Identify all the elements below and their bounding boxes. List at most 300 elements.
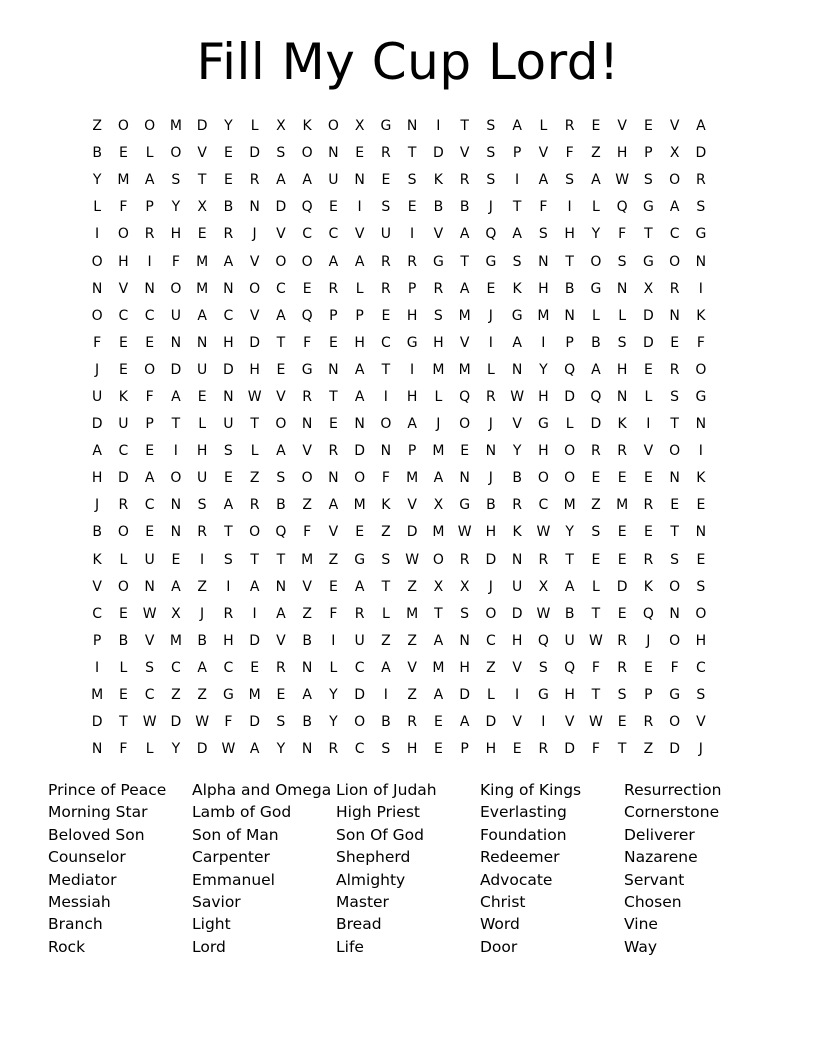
grid-letter[interactable]: R <box>486 388 496 405</box>
grid-letter[interactable]: T <box>329 388 338 405</box>
grid-letter[interactable]: O <box>432 551 444 568</box>
grid-letter[interactable]: M <box>301 551 314 568</box>
grid-letter[interactable]: V <box>276 226 286 243</box>
grid-letter[interactable]: A <box>433 632 444 649</box>
grid-letter[interactable]: Z <box>643 741 654 758</box>
grid-letter[interactable]: H <box>406 388 418 405</box>
grid-letter[interactable]: F <box>565 145 574 162</box>
grid-letter[interactable]: N <box>616 388 628 405</box>
grid-letter[interactable]: O <box>117 226 129 243</box>
grid-letter[interactable]: W <box>405 551 420 568</box>
grid-letter[interactable]: A <box>407 416 417 433</box>
grid-letter[interactable]: O <box>669 714 681 731</box>
grid-letter[interactable]: I <box>95 659 100 676</box>
grid-letter[interactable]: Q <box>590 388 602 405</box>
grid-letter[interactable]: P <box>407 280 417 297</box>
grid-letter[interactable]: T <box>434 605 443 622</box>
grid-letter[interactable]: C <box>485 632 496 649</box>
grid-letter[interactable]: S <box>276 145 286 162</box>
grid-letter[interactable]: Z <box>171 687 181 704</box>
grid-letter[interactable]: P <box>145 199 154 216</box>
grid-letter[interactable]: P <box>145 416 154 433</box>
grid-letter[interactable]: L <box>486 361 495 378</box>
grid-letter[interactable]: O <box>354 714 366 731</box>
grid-letter[interactable]: A <box>354 253 365 270</box>
grid-letter[interactable]: I <box>646 416 651 433</box>
grid-letter[interactable]: N <box>511 551 523 568</box>
grid-letter[interactable]: Y <box>329 687 338 704</box>
grid-letter[interactable]: E <box>223 145 233 162</box>
grid-letter[interactable]: G <box>669 687 681 704</box>
grid-letter[interactable]: L <box>198 416 207 433</box>
grid-letter[interactable]: Z <box>92 118 102 135</box>
grid-letter[interactable]: Q <box>564 361 576 378</box>
grid-letter[interactable]: I <box>488 334 493 351</box>
grid-letter[interactable]: A <box>92 443 102 460</box>
grid-letter[interactable]: C <box>380 334 391 351</box>
grid-letter[interactable]: F <box>93 334 102 351</box>
grid-letter[interactable]: M <box>432 443 445 460</box>
grid-letter[interactable]: N <box>538 253 549 270</box>
grid-letter[interactable]: A <box>276 443 286 460</box>
grid-letter[interactable]: R <box>381 253 391 270</box>
grid-letter[interactable]: G <box>222 687 234 704</box>
grid-letter[interactable]: C <box>669 226 680 243</box>
grid-letter[interactable]: R <box>407 253 417 270</box>
grid-letter[interactable]: A <box>197 659 207 676</box>
grid-letter[interactable]: I <box>541 334 546 351</box>
grid-letter[interactable]: H <box>196 443 208 460</box>
grid-letter[interactable]: U <box>380 226 391 243</box>
grid-letter[interactable]: N <box>275 578 287 595</box>
grid-letter[interactable]: A <box>459 714 470 731</box>
grid-letter[interactable]: F <box>303 334 312 351</box>
grid-letter[interactable]: M <box>196 280 209 297</box>
grid-letter[interactable]: S <box>565 172 575 189</box>
grid-letter[interactable]: L <box>119 659 128 676</box>
grid-letter[interactable]: R <box>354 605 365 622</box>
grid-letter[interactable]: O <box>537 470 549 487</box>
grid-letter[interactable]: I <box>410 361 415 378</box>
grid-letter[interactable]: F <box>303 524 312 541</box>
grid-letter[interactable]: N <box>91 741 103 758</box>
grid-letter[interactable]: B <box>381 714 391 731</box>
grid-letter[interactable]: C <box>144 497 155 514</box>
grid-letter[interactable]: V <box>249 253 260 270</box>
grid-letter[interactable]: B <box>433 199 444 216</box>
grid-letter[interactable]: E <box>197 388 207 405</box>
grid-letter[interactable]: L <box>565 416 574 433</box>
grid-letter[interactable]: O <box>301 145 313 162</box>
grid-letter[interactable]: E <box>328 199 338 216</box>
grid-letter[interactable]: E <box>643 361 653 378</box>
grid-letter[interactable]: N <box>380 443 392 460</box>
grid-letter[interactable]: Z <box>197 687 207 704</box>
grid-letter[interactable]: A <box>669 199 680 216</box>
grid-letter[interactable]: D <box>249 714 261 731</box>
grid-letter[interactable]: V <box>538 145 549 162</box>
grid-letter[interactable]: K <box>696 307 706 324</box>
grid-letter[interactable]: H <box>485 524 497 541</box>
grid-letter[interactable]: R <box>643 714 654 731</box>
grid-letter[interactable]: K <box>643 578 653 595</box>
grid-letter[interactable]: R <box>617 443 627 460</box>
grid-letter[interactable]: R <box>302 388 312 405</box>
grid-letter[interactable]: I <box>173 443 178 460</box>
grid-letter[interactable]: E <box>328 578 338 595</box>
grid-letter[interactable]: S <box>486 172 496 189</box>
grid-letter[interactable]: R <box>538 551 549 568</box>
grid-letter[interactable]: P <box>644 145 653 162</box>
grid-letter[interactable]: X <box>643 280 654 297</box>
grid-letter[interactable]: Z <box>407 632 417 649</box>
grid-letter[interactable]: L <box>355 280 364 297</box>
grid-letter[interactable]: E <box>617 470 627 487</box>
grid-letter[interactable]: Z <box>197 578 207 595</box>
grid-letter[interactable]: E <box>381 172 391 189</box>
grid-letter[interactable]: R <box>617 659 627 676</box>
grid-letter[interactable]: J <box>488 578 493 595</box>
grid-letter[interactable]: O <box>91 253 103 270</box>
grid-letter[interactable]: N <box>223 280 234 297</box>
grid-letter[interactable]: Z <box>591 145 601 162</box>
grid-letter[interactable]: N <box>459 470 470 487</box>
grid-letter[interactable]: H <box>433 334 444 351</box>
grid-letter[interactable]: I <box>541 714 546 731</box>
grid-letter[interactable]: D <box>695 145 707 162</box>
grid-letter[interactable]: N <box>695 253 707 270</box>
grid-letter[interactable]: W <box>510 388 525 405</box>
grid-letter[interactable]: D <box>564 388 576 405</box>
grid-letter[interactable]: V <box>564 714 575 731</box>
grid-letter[interactable]: M <box>432 659 445 676</box>
grid-letter[interactable]: N <box>669 470 680 487</box>
grid-letter[interactable]: M <box>458 361 471 378</box>
grid-letter[interactable]: N <box>223 388 234 405</box>
grid-letter[interactable]: S <box>617 334 627 351</box>
grid-letter[interactable]: W <box>221 741 236 758</box>
grid-letter[interactable]: E <box>433 714 443 731</box>
grid-letter[interactable]: A <box>512 118 522 135</box>
grid-letter[interactable]: S <box>591 524 601 541</box>
grid-letter[interactable]: O <box>669 578 681 595</box>
grid-letter[interactable]: S <box>276 470 286 487</box>
grid-letter[interactable]: I <box>357 199 362 216</box>
grid-letter[interactable]: E <box>276 687 286 704</box>
grid-letter[interactable]: L <box>434 388 443 405</box>
grid-letter[interactable]: C <box>144 687 155 704</box>
grid-letter[interactable]: F <box>670 659 679 676</box>
grid-letter[interactable]: E <box>643 470 653 487</box>
grid-letter[interactable]: G <box>406 334 418 351</box>
grid-letter[interactable]: D <box>642 307 654 324</box>
grid-letter[interactable]: Q <box>564 659 576 676</box>
grid-letter[interactable]: L <box>329 659 338 676</box>
grid-letter[interactable]: H <box>118 253 129 270</box>
grid-letter[interactable]: H <box>249 361 260 378</box>
grid-letter[interactable]: J <box>200 605 205 622</box>
grid-letter[interactable]: L <box>145 741 154 758</box>
grid-letter[interactable]: U <box>92 388 103 405</box>
grid-letter[interactable]: U <box>197 470 208 487</box>
grid-letter[interactable]: E <box>643 118 653 135</box>
grid-letter[interactable]: K <box>512 280 522 297</box>
grid-letter[interactable]: S <box>538 226 548 243</box>
grid-letter[interactable]: R <box>249 497 260 514</box>
grid-letter[interactable]: O <box>485 605 497 622</box>
grid-letter[interactable]: S <box>670 388 680 405</box>
grid-letter[interactable]: A <box>144 470 155 487</box>
grid-letter[interactable]: R <box>433 280 444 297</box>
grid-letter[interactable]: T <box>381 578 391 595</box>
grid-letter[interactable]: T <box>670 416 679 433</box>
grid-letter[interactable]: K <box>512 524 522 541</box>
grid-letter[interactable]: T <box>250 416 259 433</box>
grid-letter[interactable]: H <box>564 226 575 243</box>
grid-letter[interactable]: V <box>276 632 286 649</box>
grid-letter[interactable]: M <box>406 470 419 487</box>
grid-letter[interactable]: L <box>644 388 653 405</box>
grid-letter[interactable]: H <box>223 632 234 649</box>
grid-letter[interactable]: O <box>564 443 576 460</box>
grid-letter[interactable]: B <box>118 632 129 649</box>
grid-letter[interactable]: E <box>145 443 155 460</box>
grid-letter[interactable]: E <box>118 334 128 351</box>
grid-letter[interactable]: S <box>643 172 653 189</box>
grid-letter[interactable]: F <box>696 334 705 351</box>
grid-letter[interactable]: S <box>696 687 706 704</box>
grid-letter[interactable]: O <box>144 118 156 135</box>
grid-letter[interactable]: V <box>354 226 365 243</box>
grid-letter[interactable]: P <box>407 443 417 460</box>
grid-letter[interactable]: J <box>95 361 100 378</box>
grid-letter[interactable]: C <box>354 659 365 676</box>
grid-letter[interactable]: A <box>223 253 234 270</box>
grid-letter[interactable]: I <box>383 687 388 704</box>
grid-letter[interactable]: G <box>301 361 313 378</box>
grid-letter[interactable]: S <box>381 199 391 216</box>
grid-letter[interactable]: X <box>433 497 444 514</box>
grid-letter[interactable]: I <box>436 118 441 135</box>
grid-letter[interactable]: N <box>564 307 575 324</box>
grid-letter[interactable]: T <box>250 551 259 568</box>
grid-letter[interactable]: W <box>195 714 210 731</box>
grid-letter[interactable]: I <box>147 253 152 270</box>
grid-letter[interactable]: G <box>642 199 654 216</box>
grid-letter[interactable]: E <box>460 443 470 460</box>
grid-letter[interactable]: H <box>406 741 418 758</box>
grid-letter[interactable]: I <box>226 578 231 595</box>
grid-letter[interactable]: B <box>512 470 522 487</box>
grid-letter[interactable]: L <box>486 687 495 704</box>
grid-letter[interactable]: Z <box>328 551 339 568</box>
grid-letter[interactable]: V <box>669 118 680 135</box>
grid-letter[interactable]: V <box>459 145 470 162</box>
grid-letter[interactable]: M <box>248 687 261 704</box>
grid-letter[interactable]: J <box>436 416 441 433</box>
grid-letter[interactable]: Y <box>512 443 522 460</box>
grid-letter[interactable]: N <box>301 741 313 758</box>
grid-letter[interactable]: U <box>354 632 365 649</box>
grid-letter[interactable]: L <box>539 118 548 135</box>
grid-letter[interactable]: W <box>536 524 551 541</box>
grid-letter[interactable]: N <box>249 199 260 216</box>
grid-letter[interactable]: Q <box>616 199 628 216</box>
grid-letter[interactable]: I <box>698 443 703 460</box>
grid-letter[interactable]: X <box>276 118 286 135</box>
grid-letter[interactable]: J <box>488 416 493 433</box>
grid-letter[interactable]: E <box>197 226 207 243</box>
grid-letter[interactable]: M <box>406 605 419 622</box>
grid-letter[interactable]: R <box>381 145 391 162</box>
grid-letter[interactable]: R <box>249 172 260 189</box>
grid-letter[interactable]: W <box>588 714 603 731</box>
grid-letter[interactable]: P <box>512 145 522 162</box>
grid-letter[interactable]: N <box>669 307 680 324</box>
grid-letter[interactable]: E <box>591 551 601 568</box>
grid-letter[interactable]: B <box>459 199 470 216</box>
grid-letter[interactable]: O <box>275 253 287 270</box>
grid-letter[interactable]: E <box>118 687 128 704</box>
grid-letter[interactable]: O <box>459 416 471 433</box>
grid-letter[interactable]: S <box>512 253 522 270</box>
grid-letter[interactable]: I <box>410 226 415 243</box>
grid-letter[interactable]: R <box>669 280 680 297</box>
grid-letter[interactable]: N <box>695 416 707 433</box>
grid-letter[interactable]: E <box>696 551 706 568</box>
grid-letter[interactable]: J <box>488 470 493 487</box>
grid-letter[interactable]: Z <box>486 659 496 676</box>
grid-letter[interactable]: F <box>591 659 600 676</box>
grid-letter[interactable]: E <box>223 172 233 189</box>
grid-letter[interactable]: N <box>459 632 470 649</box>
grid-letter[interactable]: W <box>247 388 262 405</box>
grid-letter[interactable]: I <box>331 632 336 649</box>
grid-letter[interactable]: Q <box>485 226 497 243</box>
grid-letter[interactable]: F <box>539 199 548 216</box>
grid-letter[interactable]: V <box>407 497 417 514</box>
grid-letter[interactable]: A <box>354 388 365 405</box>
grid-letter[interactable]: P <box>644 687 653 704</box>
grid-letter[interactable]: M <box>563 497 576 514</box>
grid-letter[interactable]: O <box>669 632 681 649</box>
grid-letter[interactable]: E <box>617 551 627 568</box>
grid-letter[interactable]: Z <box>381 632 391 649</box>
grid-letter[interactable]: R <box>591 443 601 460</box>
grid-letter[interactable]: T <box>670 524 679 541</box>
grid-letter[interactable]: Y <box>92 172 102 189</box>
grid-letter[interactable]: Q <box>301 199 313 216</box>
grid-letter[interactable]: T <box>276 551 286 568</box>
grid-letter[interactable]: O <box>301 470 313 487</box>
grid-letter[interactable]: S <box>223 443 233 460</box>
grid-letter[interactable]: R <box>669 361 680 378</box>
grid-letter[interactable]: B <box>92 145 102 162</box>
grid-letter[interactable]: N <box>354 172 365 189</box>
grid-letter[interactable]: U <box>223 416 234 433</box>
grid-letter[interactable]: O <box>249 524 261 541</box>
grid-letter[interactable]: O <box>275 416 287 433</box>
grid-letter[interactable]: E <box>617 524 627 541</box>
grid-letter[interactable]: W <box>615 172 630 189</box>
grid-letter[interactable]: R <box>538 741 549 758</box>
grid-letter[interactable]: D <box>590 416 602 433</box>
grid-letter[interactable]: T <box>617 741 627 758</box>
grid-letter[interactable]: R <box>328 280 339 297</box>
grid-letter[interactable]: K <box>617 416 627 433</box>
grid-letter[interactable]: Y <box>276 741 286 758</box>
grid-letter[interactable]: M <box>616 497 629 514</box>
grid-letter[interactable]: N <box>695 524 707 541</box>
grid-letter[interactable]: S <box>486 145 496 162</box>
grid-letter[interactable]: I <box>515 172 520 189</box>
grid-letter[interactable]: M <box>117 172 130 189</box>
grid-letter[interactable]: V <box>144 632 155 649</box>
grid-letter[interactable]: T <box>276 334 286 351</box>
grid-letter[interactable]: E <box>433 741 443 758</box>
grid-letter[interactable]: D <box>249 334 261 351</box>
grid-letter[interactable]: L <box>119 551 128 568</box>
grid-letter[interactable]: A <box>328 497 339 514</box>
grid-letter[interactable]: R <box>144 226 155 243</box>
grid-letter[interactable]: F <box>591 741 600 758</box>
grid-letter[interactable]: W <box>142 714 157 731</box>
grid-letter[interactable]: L <box>93 199 102 216</box>
grid-letter[interactable]: C <box>118 307 129 324</box>
grid-letter[interactable]: C <box>354 741 365 758</box>
grid-letter[interactable]: R <box>118 497 129 514</box>
grid-letter[interactable]: Q <box>301 307 313 324</box>
grid-letter[interactable]: B <box>276 497 286 514</box>
grid-letter[interactable]: O <box>91 307 103 324</box>
grid-letter[interactable]: O <box>669 172 681 189</box>
grid-letter[interactable]: A <box>276 172 286 189</box>
grid-letter[interactable]: N <box>328 145 339 162</box>
grid-letter[interactable]: X <box>197 199 207 216</box>
grid-letter[interactable]: E <box>118 145 128 162</box>
grid-letter[interactable]: D <box>511 605 523 622</box>
grid-letter[interactable]: H <box>616 361 628 378</box>
grid-letter[interactable]: T <box>197 172 207 189</box>
grid-letter[interactable]: N <box>511 361 523 378</box>
grid-letter[interactable]: Q <box>537 632 549 649</box>
grid-letter[interactable]: O <box>301 253 313 270</box>
grid-letter[interactable]: O <box>564 470 576 487</box>
grid-letter[interactable]: D <box>669 741 681 758</box>
grid-letter[interactable]: V <box>249 307 260 324</box>
grid-letter[interactable]: A <box>328 253 339 270</box>
grid-letter[interactable]: H <box>170 226 182 243</box>
grid-letter[interactable]: L <box>591 578 600 595</box>
grid-letter[interactable]: B <box>564 605 575 622</box>
grid-letter[interactable]: H <box>511 632 523 649</box>
grid-letter[interactable]: A <box>144 172 155 189</box>
grid-letter[interactable]: F <box>618 226 627 243</box>
grid-letter[interactable]: E <box>670 497 680 514</box>
grid-letter[interactable]: H <box>538 388 549 405</box>
grid-letter[interactable]: T <box>381 361 391 378</box>
grid-letter[interactable]: N <box>301 416 313 433</box>
grid-letter[interactable]: O <box>117 524 129 541</box>
grid-letter[interactable]: T <box>460 118 469 135</box>
grid-letter[interactable]: I <box>567 199 572 216</box>
grid-letter[interactable]: T <box>119 714 128 731</box>
grid-letter[interactable]: H <box>538 443 549 460</box>
grid-letter[interactable]: S <box>538 659 548 676</box>
grid-letter[interactable]: D <box>196 741 208 758</box>
grid-letter[interactable]: R <box>223 605 234 622</box>
grid-letter[interactable]: A <box>197 307 207 324</box>
